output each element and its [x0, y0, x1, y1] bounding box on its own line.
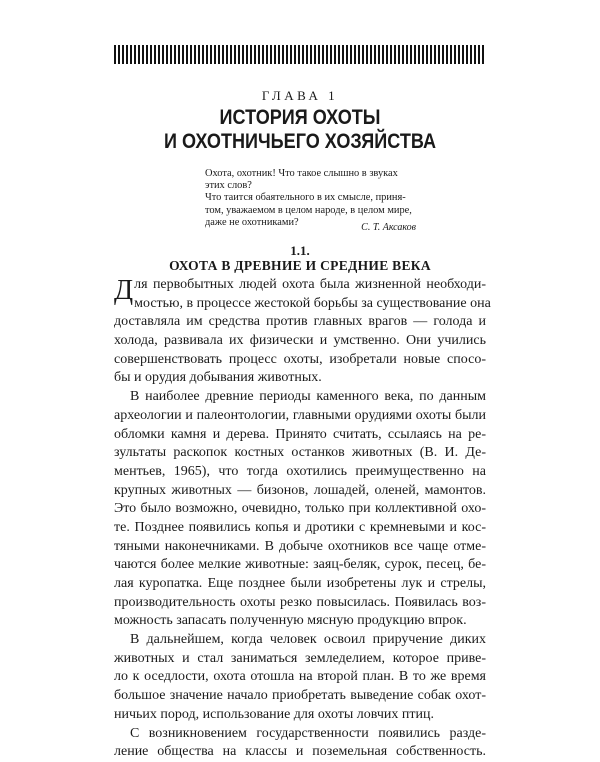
paragraph-line: те. Позднее появились копья и дротики с кремневыми и кос-: [114, 519, 486, 535]
paragraph-line: ление общества на классы и поземельная собственность.: [114, 744, 486, 760]
epigraph: [205, 168, 450, 229]
paragraph-line: можность запасать полученную мясную продукцию впрок.: [114, 613, 467, 629]
epigraph-line: даже не охотниками?: [205, 216, 299, 228]
chapter-label: ГЛАВА 1: [261, 88, 339, 103]
paragraph-line: Это было возможно, очевидно, только при коллективной охо-: [114, 501, 486, 517]
paragraph-line: крупных животных — бизонов, лошадей, оленей, мамонтов.: [114, 482, 486, 498]
paragraph-line: чаются более мелкие животные: заяц-беляк, сурок, песец, бе-: [114, 557, 486, 573]
paragraph-line: совершенствовать процесс охоты, изобретали новые спосо-: [114, 351, 486, 367]
body-text: [114, 275, 491, 762]
paragraph-line: В дальнейшем, когда человек освоил приручение диких: [130, 632, 486, 648]
chapter-title: [42, 106, 558, 154]
chapter-title-line: И ОХОТНИЧЬЕГО ХОЗЯЙСТВА: [163, 130, 437, 153]
epigraph-line: Охота, охотник! Что такое слышно в звуках: [205, 168, 398, 179]
paragraph-line: холода, развивала их физически и умственно. Они учились: [114, 333, 486, 349]
paragraph-line: лая куропатка. Еще позднее были изобретены лук и стрелы,: [114, 576, 486, 591]
paragraph-line: зультаты раскопок костных останков животных (В. И. Де-: [114, 445, 486, 461]
epigraph-line: том, уважаемом в целом народе, в целом мире,: [205, 204, 412, 216]
paragraph-line: В наиболее древние периоды каменного века, по данным: [130, 389, 486, 405]
epigraph-line: Что таится обаятельного в их смысле, приня-: [205, 192, 406, 204]
paragraph-line: тяными наконечниками. В добыче охотников все чаще отме-: [114, 538, 486, 554]
drop-cap-letter: Д: [114, 275, 134, 306]
section-title: ОХОТА В ДРЕВНИЕ И СРЕДНИЕ ВЕКА: [169, 258, 431, 273]
paragraph-line: доставляла им средства против главных врагов — голода и: [114, 314, 486, 330]
paragraph-line: обломки камня и дерева. Принято считать, ссылаясь на ре-: [114, 426, 486, 442]
paragraph-line: С возникновением государственности появились разде-: [130, 725, 486, 741]
paragraph-line: бы и орудия добывания животных.: [114, 370, 322, 386]
paragraph-line: археологии и палеонтологии, главными орудиями охоты были: [114, 407, 486, 423]
chapter-title-line: ИСТОРИЯ ОХОТЫ: [219, 106, 381, 129]
paragraph-line: мостью, в процессе жестокой борьбы за существование она: [134, 295, 491, 311]
epigraph-author: С. Т. Аксаков: [361, 222, 416, 233]
paragraph-line: ля первобытных людей охота была жизненной необходи-: [134, 277, 486, 292]
paragraph-line: ментьев, 1965), что тогда охотились преимущественно на: [114, 463, 486, 479]
paragraph-line: ничьих пород, использование для охоты ловчих птиц.: [114, 706, 434, 722]
paragraph-line: большое значение начало приобретать выведение собак охот-: [114, 688, 486, 704]
paragraph-line: ло к оседлости, охота отошла на второй план. В то же время: [114, 669, 486, 685]
chapter-header-bar: [114, 45, 486, 64]
paragraph-line: животных и стал заниматься земледелием, которое приве-: [114, 650, 486, 666]
section-number: 1.1.: [290, 243, 310, 258]
paragraph-line: производительность охоты резко повысилась. Появилась воз-: [114, 594, 486, 610]
epigraph-line: этих слов?: [205, 180, 252, 192]
